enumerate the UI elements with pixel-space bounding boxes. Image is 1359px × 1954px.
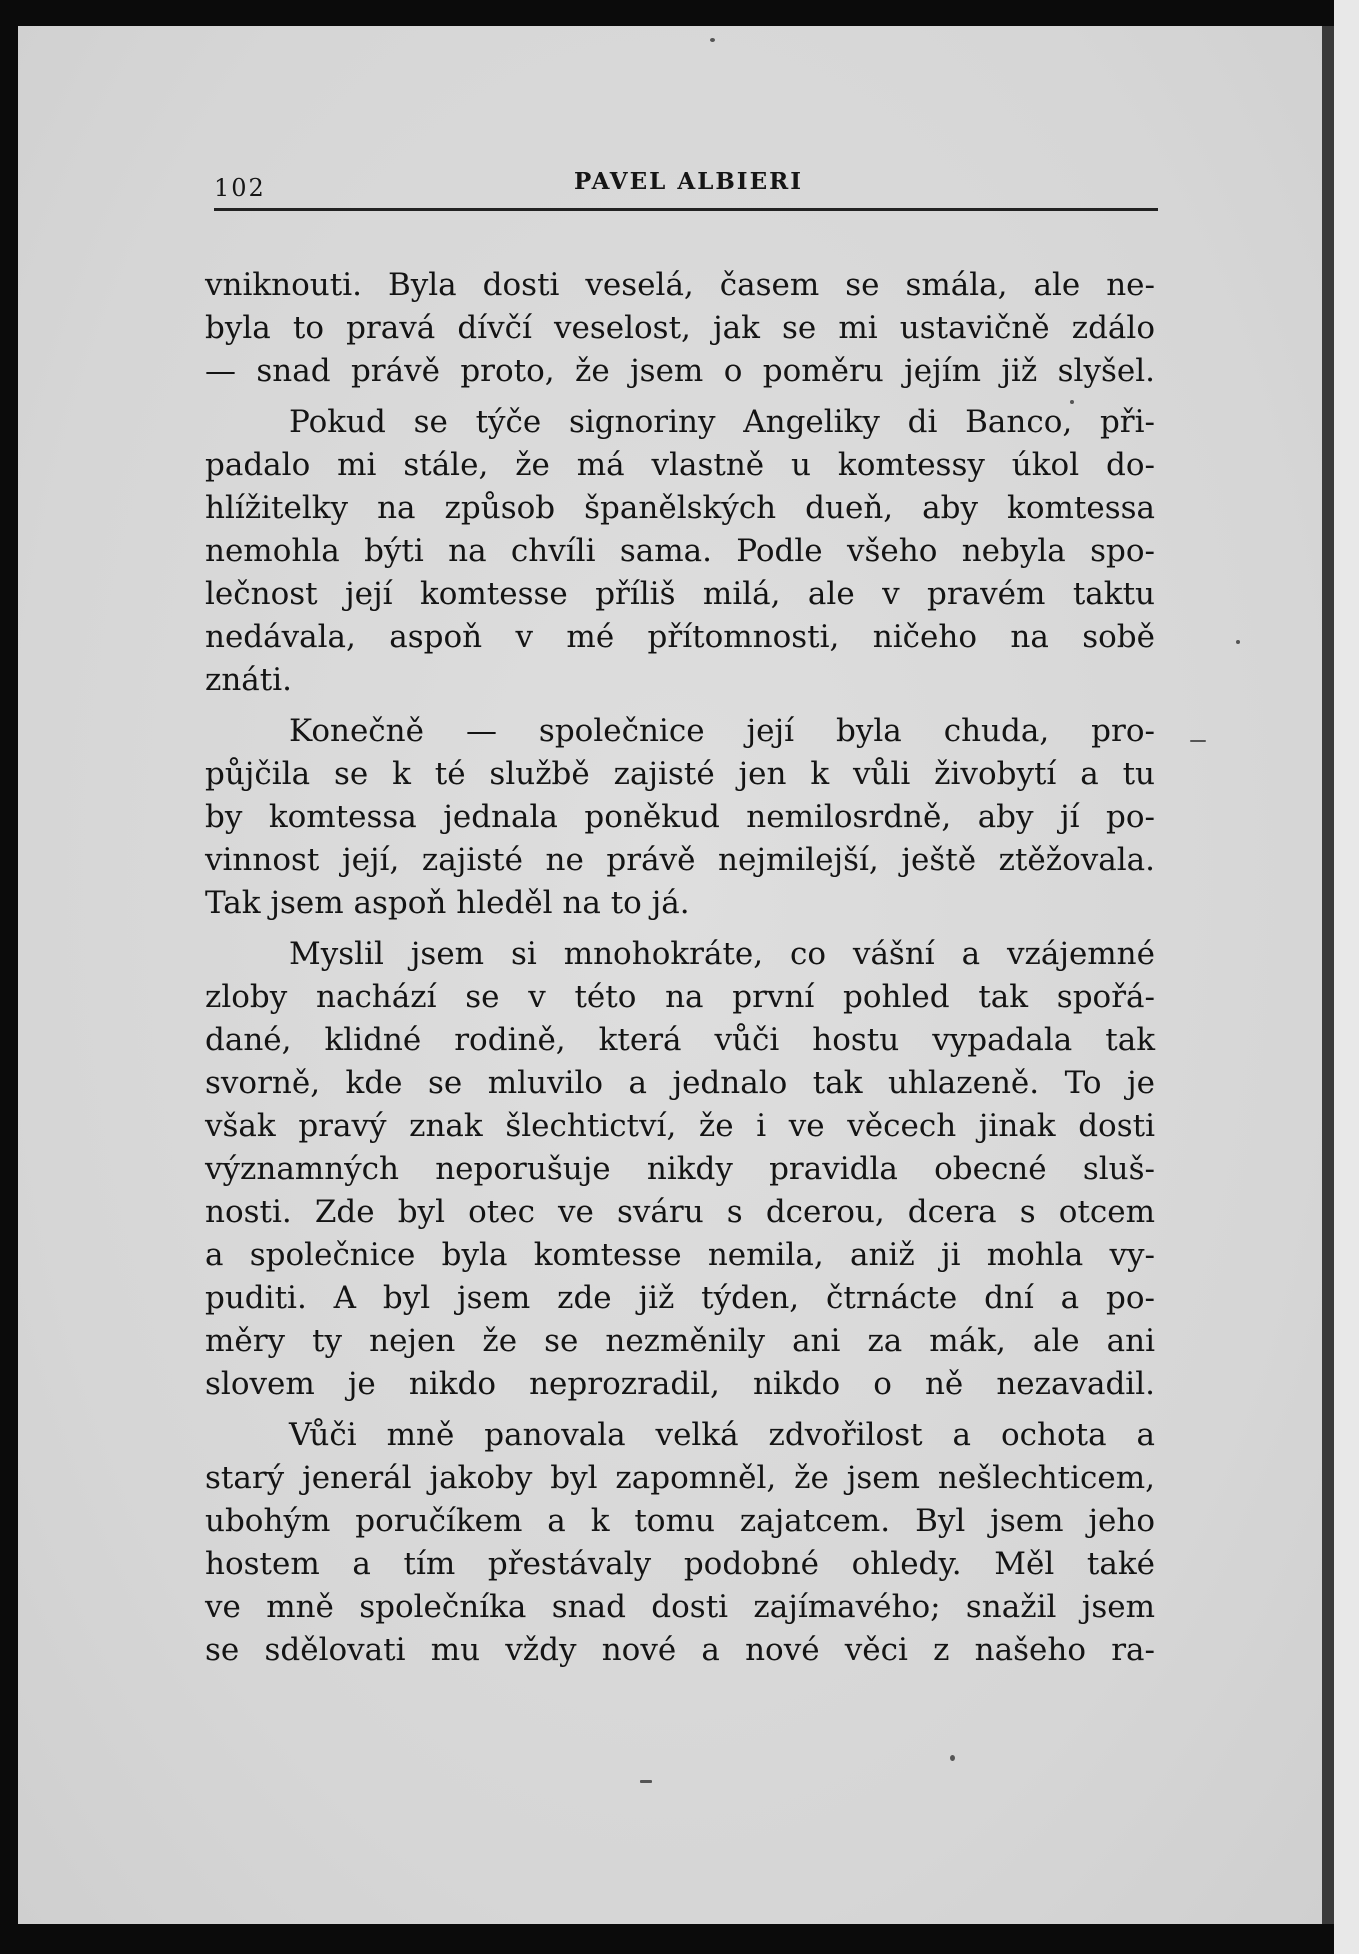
paragraph — [205, 933, 1155, 1406]
text-line: významných neporušuje nikdy pravidla obecné sluš- — [205, 1151, 1155, 1187]
text-line: a společnice byla komtesse nemila, aniž ji mohla vy- — [205, 1237, 1155, 1273]
text-line: vniknouti. Byla dosti veselá, časem se smála, ale ne- — [205, 267, 1155, 303]
paragraph — [205, 401, 1155, 702]
text-line: měry ty nejen že se nezměnily ani za mák, ale ani — [205, 1323, 1155, 1359]
text-line: — snad právě proto, že jsem o poměru jejím již slyšel. — [205, 353, 1155, 389]
text-line: slovem je nikdo neprozradil, nikdo o ně nezavadil. — [205, 1366, 1155, 1402]
page-number: 102 — [214, 174, 266, 202]
text-line: Pokud se týče signoriny Angeliky di Banco, při- — [289, 404, 1155, 440]
text-line: ve mně společníka snad dosti zajímavého; snažil jsem — [205, 1589, 1155, 1625]
scanner-margin — [1334, 0, 1359, 1954]
text-line: půjčila se k té službě zajisté jen k vůli živobytí a tu — [205, 756, 1155, 792]
paragraph-gap — [205, 1406, 1155, 1414]
dust-speck — [640, 1780, 652, 1783]
text-line: Tak jsem aspoň hleděl na to já. — [205, 885, 690, 921]
text-line: byla to pravá dívčí veselost, jak se mi ustavičně zdálo — [205, 310, 1155, 346]
text-line: hostem a tím přestávaly podobné ohledy. Měl také — [205, 1546, 1155, 1582]
paragraph-gap — [205, 702, 1155, 710]
text-line: puditi. A byl jsem zde již týden, čtrnácte dní a po- — [205, 1280, 1155, 1316]
paragraph — [205, 264, 1155, 393]
running-title: PAVEL ALBIERI — [574, 168, 803, 195]
text-line: hlížitelky na způsob španělských dueň, aby komtessa — [205, 490, 1155, 526]
text-line: by komtessa jednala poněkud nemilosrdně, aby jí po- — [205, 799, 1155, 835]
text-line: vinnost její, zajisté ne právě nejmilejší, ještě ztěžovala. — [205, 842, 1155, 878]
text-line: nemohla býti na chvíli sama. Podle všeho nebyla spo- — [205, 533, 1155, 569]
paragraph-gap — [205, 925, 1155, 933]
dust-speck — [1070, 400, 1074, 404]
text-line: padalo mi stále, že má vlastně u komtessy úkol do- — [205, 447, 1155, 483]
page-header — [214, 168, 1158, 212]
text-line: zloby nachází se v této na první pohled tak spořá- — [205, 979, 1155, 1015]
text-line: ubohým poručíkem a k tomu zajatcem. Byl jsem jeho — [205, 1503, 1155, 1539]
text-line: Myslil jsem si mnohokráte, co vášní a vzájemné — [289, 936, 1155, 972]
text-line: znáti. — [205, 662, 293, 698]
text-line: starý jenerál jakoby byl zapomněl, že jsem nešlechticem, — [205, 1460, 1155, 1496]
text-line: nedávala, aspoň v mé přítomnosti, ničeho na sobě — [205, 619, 1155, 655]
text-line: lečnost její komtesse příliš milá, ale v pravém taktu — [205, 576, 1155, 612]
text-line: nosti. Zde byl otec ve sváru s dcerou, dcera s otcem — [205, 1194, 1155, 1230]
paragraph — [205, 710, 1155, 925]
dust-speck — [1236, 640, 1240, 644]
text-line: však pravý znak šlechtictví, že i ve věcech jinak dosti — [205, 1108, 1155, 1144]
text-line: Vůči mně panovala velká zdvořilost a ochota a — [289, 1417, 1155, 1453]
text-line: se sdělovati mu vždy nové a nové věci z našeho ra- — [205, 1632, 1155, 1668]
text-line: Konečně — společnice její byla chuda, pro- — [289, 713, 1155, 749]
paragraph-gap — [205, 393, 1155, 401]
dust-speck — [710, 38, 715, 42]
text-line: svorně, kde se mluvilo a jednalo tak uhlazeně. To je — [205, 1065, 1155, 1101]
body-text — [205, 264, 1155, 1672]
dust-speck — [1190, 740, 1206, 742]
page-edge-shadow — [1322, 26, 1334, 1924]
header-rule — [214, 208, 1158, 211]
dust-speck — [950, 1755, 955, 1761]
paragraph — [205, 1414, 1155, 1672]
text-line: dané, klidné rodině, která vůči hostu vypadala tak — [205, 1022, 1155, 1058]
